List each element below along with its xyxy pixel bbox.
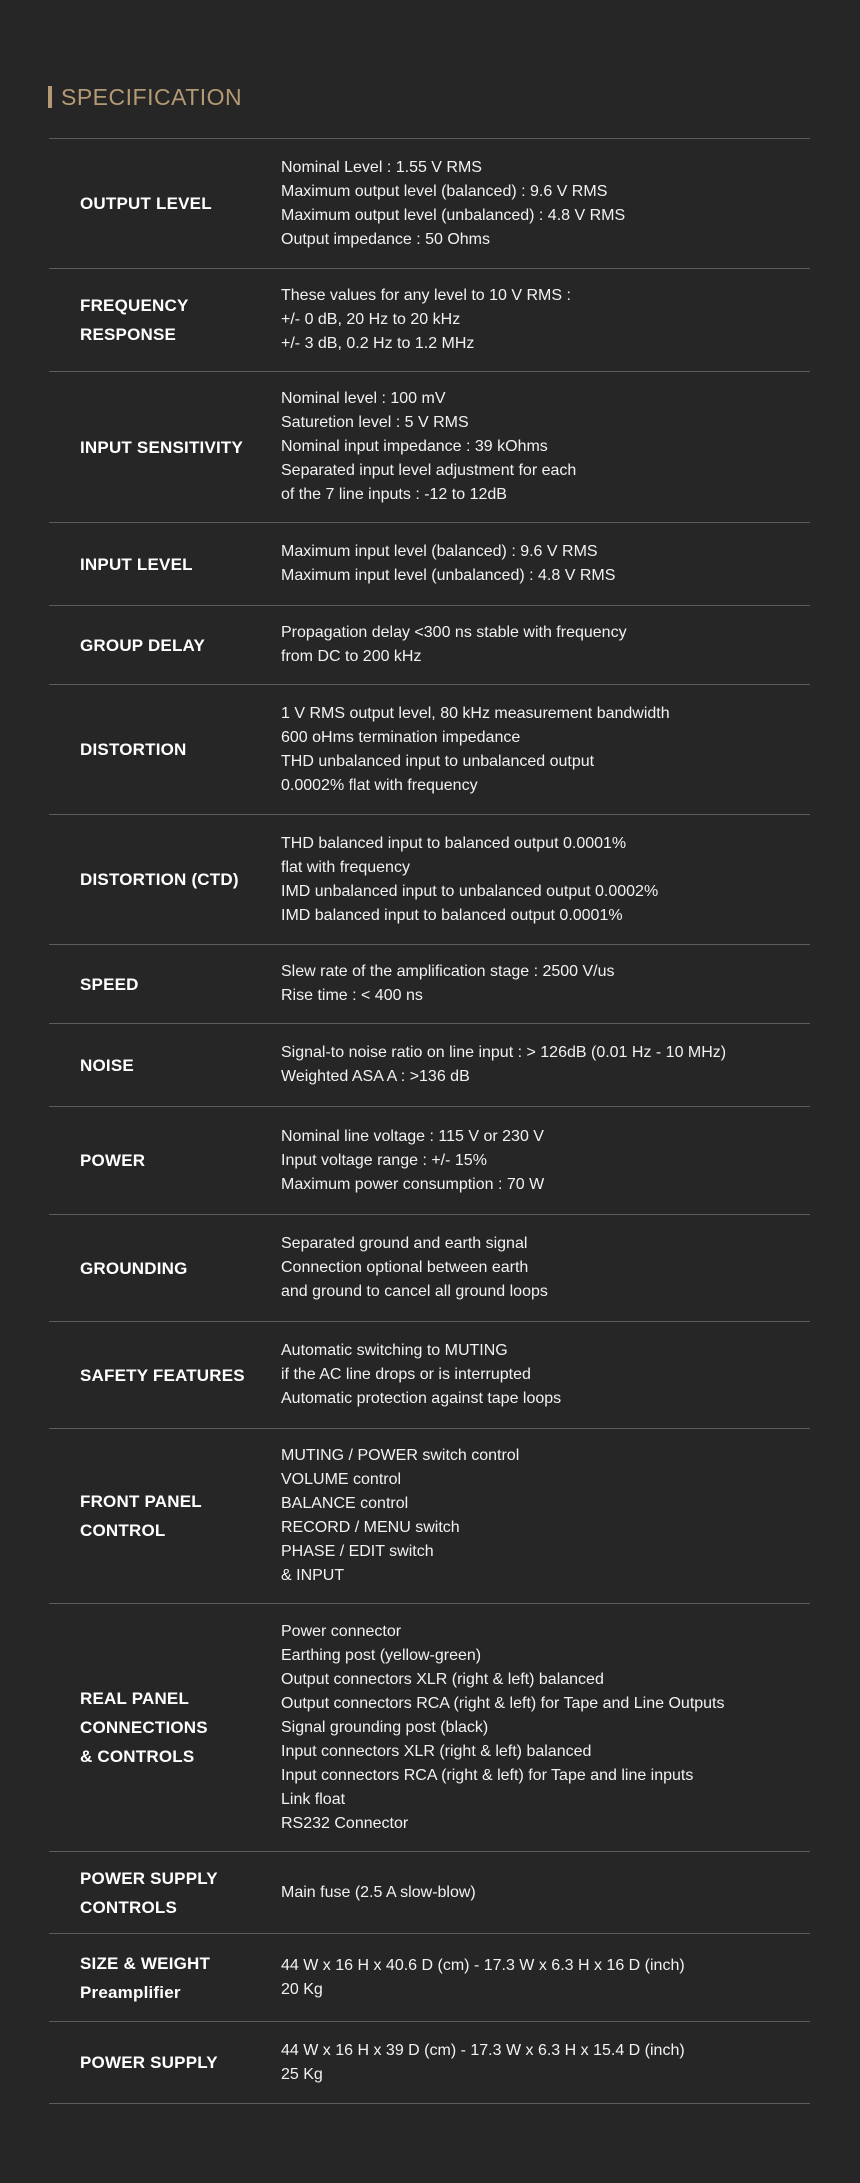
spec-value-line: Nominal level : 100 mV: [281, 390, 446, 407]
spec-table: [49, 138, 810, 2104]
spec-values: [281, 1444, 810, 1588]
spec-value-line: 44 W x 16 H x 39 D (cm) - 17.3 W x 6.3 H x 15.4 D (inch): [281, 2041, 685, 2059]
spec-row: [49, 2022, 810, 2104]
spec-value-line: +/- 0 dB, 20 Hz to 20 kHz: [281, 311, 461, 328]
spec-values: [281, 284, 810, 356]
title-accent-bar: [48, 86, 52, 108]
spec-label: [49, 735, 281, 764]
spec-label: [49, 433, 281, 462]
spec-label: [49, 2048, 281, 2077]
spec-value-line: IMD balanced input to balanced output 0.0001%: [281, 906, 623, 924]
spec-value-line: Signal-to noise ratio on line input : > 126dB (0.01 Hz - 10 MHz): [281, 1044, 727, 1061]
spec-value-line: Input voltage range : +/- 15%: [281, 1151, 487, 1169]
spec-label-line: SIZE & WEIGHT: [80, 1953, 211, 1973]
spec-label: [49, 1684, 281, 1771]
spec-label: [49, 1146, 281, 1175]
spec-row: [49, 1215, 810, 1322]
spec-label-line: REAL PANEL: [80, 1689, 190, 1708]
spec-value-line: and ground to cancel all ground loops: [281, 1283, 548, 1300]
spec-label-line: NOISE: [80, 1055, 134, 1075]
spec-value-line: Input connectors XLR (right & left) balanced: [281, 1742, 592, 1760]
spec-value-line: of the 7 line inputs : -12 to 12dB: [281, 486, 507, 503]
spec-value-line: Input connectors RCA (right & left) for Tape and line inputs: [281, 1766, 694, 1784]
spec-value-line: Link float: [281, 1790, 346, 1808]
spec-value-line: Weighted ASA A : >136 dB: [281, 1068, 470, 1085]
spec-label-line: FREQUENCY RESPONSE: [80, 296, 189, 344]
spec-value-line: Nominal Level : 1.55 V RMS: [281, 158, 482, 176]
spec-value-line: Output connectors XLR (right & left) balanced: [281, 1670, 604, 1688]
spec-value-line: THD unbalanced input to unbalanced output: [281, 752, 595, 770]
spec-value-line: RECORD / MENU switch: [281, 1519, 460, 1536]
spec-value-line: Output impedance : 50 Ohms: [281, 230, 490, 248]
spec-label-line: FRONT PANEL: [80, 1492, 202, 1511]
spec-label-line: SPEED: [80, 974, 139, 994]
spec-value-line: Connection optional between earth: [281, 1259, 529, 1276]
spec-value-line: 44 W x 16 H x 40.6 D (cm) - 17.3 W x 6.3 H x 16 D (inch): [281, 1956, 685, 1974]
spec-value-line: if the AC line drops or is interrupted: [281, 1366, 531, 1383]
spec-label-line: DISTORTION (CTD): [80, 870, 239, 889]
section-title: [48, 82, 242, 112]
spec-label-line: SAFETY FEATURES: [80, 1365, 245, 1385]
spec-value-line: Main fuse (2.5 A slow-blow): [281, 1883, 476, 1901]
spec-value-line: Nominal input impedance : 39 kOhms: [281, 438, 548, 455]
spec-label: [49, 189, 281, 218]
spec-value-line: from DC to 200 kHz: [281, 648, 422, 665]
spec-value-line: IMD unbalanced input to unbalanced output 0.0002%: [281, 882, 659, 900]
spec-value-line: & INPUT: [281, 1567, 345, 1584]
spec-label-line: INPUT SENSITIVITY: [80, 437, 244, 457]
spec-row: [49, 1604, 810, 1852]
spec-value-line: Propagation delay <300 ns stable with frequency: [281, 624, 627, 641]
spec-row: [49, 372, 810, 523]
spec-value-line: Saturetion level : 5 V RMS: [281, 414, 469, 431]
spec-row: [49, 1322, 810, 1429]
spec-values: [281, 1125, 810, 1197]
spec-label: [49, 631, 281, 660]
spec-label: [49, 865, 281, 894]
spec-label-line: GROUP DELAY: [80, 635, 206, 655]
spec-label: [49, 1949, 281, 2007]
spec-value-line: Maximum input level (unbalanced) : 4.8 V RMS: [281, 567, 616, 584]
spec-label-line: DISTORTION: [80, 740, 187, 759]
spec-values: [281, 1881, 810, 1905]
spec-label-line: POWER: [80, 1151, 146, 1170]
spec-values: [281, 1954, 810, 2002]
spec-value-line: VOLUME control: [281, 1471, 402, 1488]
spec-label: [49, 1361, 281, 1390]
spec-value-line: Power connector: [281, 1622, 402, 1640]
spec-value-line: 25 Kg: [281, 2065, 323, 2083]
spec-value-line: 20 Kg: [281, 1980, 323, 1998]
spec-value-line: Automatic protection against tape loops: [281, 1390, 562, 1407]
spec-label-line: OUTPUT LEVEL: [80, 194, 212, 213]
spec-row: [49, 1107, 810, 1215]
spec-value-line: Output connectors RCA (right & left) for Tape and Line Outputs: [281, 1694, 725, 1712]
spec-value-line: PHASE / EDIT switch: [281, 1543, 434, 1560]
spec-label: [49, 970, 281, 999]
spec-row: [49, 1934, 810, 2022]
spec-value-line: BALANCE control: [281, 1495, 409, 1512]
spec-label-line: Preamplifier: [80, 1982, 181, 2002]
spec-row: [49, 685, 810, 815]
spec-values: [281, 621, 810, 669]
spec-label-line: POWER SUPPLY: [80, 1868, 218, 1888]
spec-value-line: Separated input level adjustment for each: [281, 462, 577, 479]
spec-value-line: Maximum power consumption : 70 W: [281, 1175, 545, 1193]
spec-values: [281, 2039, 810, 2087]
spec-value-line: 600 oHms termination impedance: [281, 728, 521, 746]
spec-values: [281, 540, 810, 588]
spec-row: [49, 606, 810, 685]
spec-label: [49, 1864, 281, 1922]
spec-label: [49, 291, 281, 349]
spec-row: [49, 945, 810, 1024]
spec-label-line: CONNECTIONS: [80, 1718, 208, 1737]
spec-value-line: Earthing post (yellow-green): [281, 1646, 482, 1664]
spec-values: [281, 832, 810, 928]
spec-values: [281, 1620, 810, 1836]
page-title: SPECIFICATION: [61, 83, 243, 110]
spec-row: [49, 269, 810, 372]
spec-value-line: Signal grounding post (black): [281, 1718, 489, 1736]
spec-row: [49, 1024, 810, 1107]
spec-row: [49, 523, 810, 606]
spec-value-line: Maximum input level (balanced) : 9.6 V RMS: [281, 543, 598, 560]
spec-row: [49, 815, 810, 945]
spec-value-line: Maximum output level (balanced) : 9.6 V RMS: [281, 182, 608, 200]
spec-value-line: THD balanced input to balanced output 0.0001%: [281, 834, 627, 852]
spec-values: [281, 1041, 810, 1089]
spec-value-line: Automatic switching to MUTING: [281, 1342, 508, 1359]
spec-label-line: POWER SUPPLY: [80, 2053, 218, 2072]
spec-value-line: Nominal line voltage : 115 V or 230 V: [281, 1127, 544, 1145]
spec-values: [281, 156, 810, 252]
spec-label: [49, 550, 281, 579]
spec-values: [281, 387, 810, 507]
spec-value-line: 1 V RMS output level, 80 kHz measurement bandwidth: [281, 704, 670, 722]
spec-value-line: MUTING / POWER switch control: [281, 1447, 520, 1464]
spec-value-line: Separated ground and earth signal: [281, 1235, 528, 1252]
spec-value-line: Slew rate of the amplification stage : 2500 V/us: [281, 963, 615, 980]
spec-label-line: INPUT LEVEL: [80, 554, 193, 574]
spec-label-line: CONTROLS: [80, 1897, 177, 1917]
spec-values: [281, 1232, 810, 1304]
spec-value-line: flat with frequency: [281, 858, 410, 876]
spec-row: [49, 1852, 810, 1934]
spec-values: [281, 960, 810, 1008]
spec-values: [281, 702, 810, 798]
spec-value-line: 0.0002% flat with frequency: [281, 776, 478, 794]
spec-label: [49, 1487, 281, 1545]
spec-label-line: GROUNDING: [80, 1258, 188, 1278]
spec-label: [49, 1254, 281, 1283]
spec-value-line: +/- 3 dB, 0.2 Hz to 1.2 MHz: [281, 335, 475, 352]
spec-values: [281, 1339, 810, 1411]
spec-row: [49, 139, 810, 269]
spec-label-line: & CONTROLS: [80, 1747, 195, 1766]
spec-value-line: Rise time : < 400 ns: [281, 987, 423, 1004]
spec-label: [49, 1051, 281, 1080]
spec-row: [49, 1429, 810, 1604]
spec-value-line: These values for any level to 10 V RMS :: [281, 287, 571, 304]
spec-label-line: CONTROL: [80, 1521, 166, 1540]
spec-value-line: RS232 Connector: [281, 1814, 409, 1832]
spec-value-line: Maximum output level (unbalanced) : 4.8 V RMS: [281, 206, 626, 224]
